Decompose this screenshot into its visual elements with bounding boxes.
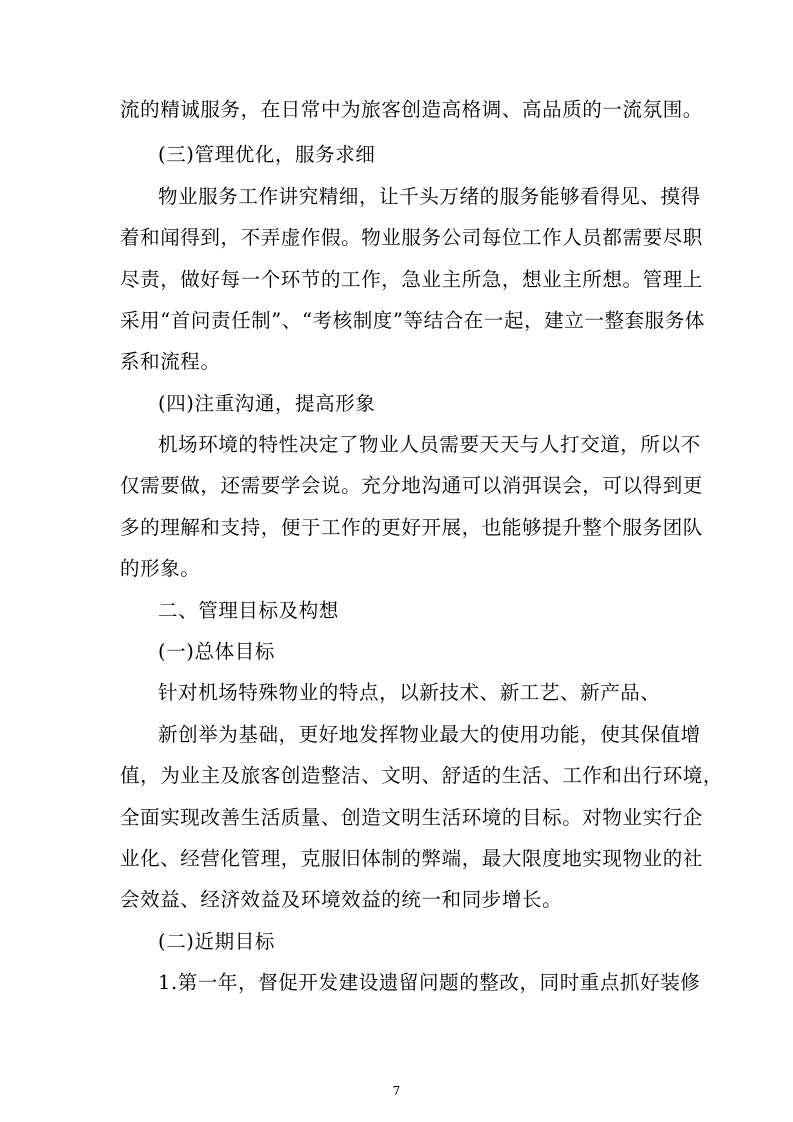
body-text-line: 系和流程。 [120,350,221,373]
section-heading: (二)近期目标 [158,930,275,953]
body-text-line: 采用“首问责任制”、“考核制度”等结合在一起，建立一整套服务体 [120,309,705,332]
body-text-line: 着和闻得到，不弄虚作假。物业服务公司每位工作人员都需要尽职 [120,226,703,249]
body-text-line: 物业服务工作讲究精细，让千头万绪的服务能够看得见、摸得 [158,185,701,208]
body-text-line: 机场环境的特性决定了物业人员需要天天与人打交道，所以不 [158,433,701,456]
section-heading: (一)总体目标 [158,640,275,663]
body-text-line: 业化、经营化管理，克服旧体制的弊端，最大限度地实现物业的社 [120,847,703,870]
chapter-heading: 二、管理目标及构想 [158,599,339,622]
section-heading: (三)管理优化，服务求细 [158,143,376,166]
body-text-line: 1.第一年，督促开发建设遗留问题的整改，同时重点抓好装修 [158,971,701,994]
body-text-line: 尽责，做好每一个环节的工作，急业主所急，想业主所想。管理上 [120,268,703,291]
body-text-line: 全面实现改善生活质量、创造文明生活环境的目标。对物业实行企 [120,806,703,829]
body-text-line: 多的理解和支持，便于工作的更好开展，也能够提升整个服务团队 [120,516,703,539]
body-text-line: 流的精诚服务，在日常中为旅客创造高格调、高品质的一流氛围。 [120,98,703,121]
body-text-line: 新创举为基础，更好地发挥物业最大的使用功能，使其保值增 [158,723,701,746]
body-text-line: 会效益、经济效益及环境效益的统一和同步增长。 [120,888,563,911]
body-text-line: 的形象。 [120,557,201,580]
body-text-line: 值，为业主及旅客创造整洁、文明、舒适的生活、工作和出行环境， [120,764,724,787]
section-heading: (四)注重沟通，提高形象 [158,392,376,415]
page-number: 7 [392,1084,401,1098]
body-text-line: 针对机场特殊物业的特点，以新技术、新工艺、新产品、 [158,681,661,704]
body-text-line: 仅需要做，还需要学会说。充分地沟通可以消弭误会，可以得到更 [120,474,703,497]
